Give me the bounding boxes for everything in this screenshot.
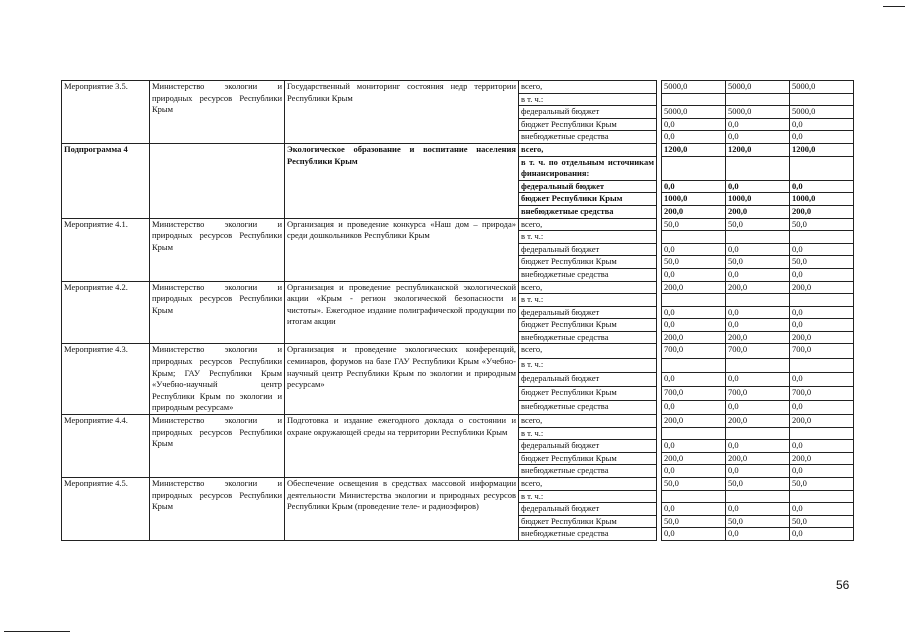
funding-value-3 — [790, 93, 854, 106]
funding-value-1: 200,0 — [662, 452, 726, 465]
funding-value-2: 0,0 — [726, 400, 790, 414]
funding-value-3: 1200,0 — [790, 143, 854, 156]
funding-source: бюджет Республики Крым — [519, 452, 657, 465]
page-number: 56 — [836, 578, 850, 592]
funding-value-1: 0,0 — [662, 131, 726, 144]
funding-source: в т. ч.: — [519, 294, 657, 307]
funding-value-3: 0,0 — [790, 306, 854, 319]
funding-value-3: 5000,0 — [790, 106, 854, 119]
funding-source: в т. ч.: — [519, 93, 657, 106]
activity-row — [62, 81, 854, 94]
funding-value-1: 0,0 — [662, 465, 726, 478]
funding-source: внебюджетные средства — [519, 331, 657, 344]
activity-row — [62, 344, 854, 358]
funding-value-2: 0,0 — [726, 118, 790, 131]
funding-value-3: 5000,0 — [790, 81, 854, 94]
funding-value-2 — [726, 93, 790, 106]
funding-value-3: 50,0 — [790, 256, 854, 269]
funding-value-2: 200,0 — [726, 281, 790, 294]
funding-source: федеральный бюджет — [519, 243, 657, 256]
funding-value-2: 0,0 — [726, 372, 790, 386]
funding-value-2: 50,0 — [726, 218, 790, 231]
funding-value-2: 0,0 — [726, 465, 790, 478]
funding-source: в т. ч.: — [519, 490, 657, 503]
funding-value-3: 50,0 — [790, 478, 854, 491]
activity-name: Организация и проведение конкурса «Наш дом – природа» среди дошкольников Республики Крым — [285, 218, 519, 281]
funding-source: федеральный бюджет — [519, 180, 657, 193]
funding-value-1: 200,0 — [662, 331, 726, 344]
funding-value-1: 0,0 — [662, 528, 726, 541]
funding-value-1: 200,0 — [662, 415, 726, 428]
funding-source: всего, — [519, 81, 657, 94]
funding-value-2: 1000,0 — [726, 193, 790, 206]
responsible-organization: Министерство экологии и природных ресурсов Республики Крым — [150, 281, 285, 344]
funding-value-2: 5000,0 — [726, 106, 790, 119]
funding-value-2: 0,0 — [726, 180, 790, 193]
funding-value-1: 0,0 — [662, 440, 726, 453]
funding-value-2 — [726, 427, 790, 440]
funding-value-1: 0,0 — [662, 118, 726, 131]
funding-source: внебюджетные средства — [519, 205, 657, 218]
funding-source: федеральный бюджет — [519, 306, 657, 319]
funding-value-1 — [662, 490, 726, 503]
funding-source: внебюджетные средства — [519, 268, 657, 281]
funding-value-3: 200,0 — [790, 205, 854, 218]
funding-value-2: 0,0 — [726, 243, 790, 256]
funding-value-2: 50,0 — [726, 256, 790, 269]
funding-value-2: 0,0 — [726, 131, 790, 144]
funding-source: внебюджетные средства — [519, 131, 657, 144]
activity-id: Мероприятие 3.5. — [62, 81, 150, 144]
funding-value-3: 0,0 — [790, 131, 854, 144]
funding-value-1: 200,0 — [662, 281, 726, 294]
funding-source: всего, — [519, 478, 657, 491]
funding-value-2: 200,0 — [726, 415, 790, 428]
funding-source: бюджет Республики Крым — [519, 118, 657, 131]
funding-source: бюджет Республики Крым — [519, 386, 657, 400]
corner-mark — [883, 6, 905, 7]
funding-value-1: 0,0 — [662, 503, 726, 516]
funding-value-2 — [726, 156, 790, 180]
funding-value-2: 0,0 — [726, 319, 790, 332]
funding-value-3: 700,0 — [790, 386, 854, 400]
funding-source: всего, — [519, 143, 657, 156]
funding-value-1 — [662, 427, 726, 440]
funding-value-2 — [726, 490, 790, 503]
funding-value-1 — [662, 294, 726, 307]
activity-row — [62, 281, 854, 294]
funding-value-2: 700,0 — [726, 386, 790, 400]
funding-source: бюджет Республики Крым — [519, 319, 657, 332]
funding-value-1: 700,0 — [662, 386, 726, 400]
funding-value-2: 0,0 — [726, 503, 790, 516]
funding-value-3 — [790, 490, 854, 503]
funding-value-2 — [726, 231, 790, 244]
funding-value-1: 0,0 — [662, 180, 726, 193]
funding-value-1: 200,0 — [662, 205, 726, 218]
funding-value-1 — [662, 156, 726, 180]
activity-id: Мероприятие 4.5. — [62, 478, 150, 541]
funding-value-3: 700,0 — [790, 344, 854, 358]
activity-row — [62, 415, 854, 428]
funding-value-1: 1200,0 — [662, 143, 726, 156]
activity-id: Мероприятие 4.4. — [62, 415, 150, 478]
funding-value-1: 50,0 — [662, 218, 726, 231]
funding-source: всего, — [519, 344, 657, 358]
funding-value-1 — [662, 358, 726, 372]
funding-value-1: 50,0 — [662, 515, 726, 528]
footnote-rule — [4, 631, 70, 632]
activity-row — [62, 478, 854, 491]
funding-value-3: 50,0 — [790, 515, 854, 528]
funding-value-3: 0,0 — [790, 400, 854, 414]
funding-source: в т. ч.: — [519, 427, 657, 440]
funding-value-1: 700,0 — [662, 344, 726, 358]
funding-value-2: 0,0 — [726, 440, 790, 453]
activity-row — [62, 143, 854, 156]
funding-value-2: 50,0 — [726, 478, 790, 491]
responsible-organization: Министерство экологии и природных ресурсов Республики Крым — [150, 415, 285, 478]
program-activities-table — [61, 80, 854, 541]
funding-value-3: 0,0 — [790, 465, 854, 478]
funding-source: в т. ч.: — [519, 231, 657, 244]
activity-id: Мероприятие 4.3. — [62, 344, 150, 415]
activity-id: Мероприятие 4.1. — [62, 218, 150, 281]
funding-source: в т. ч.: — [519, 358, 657, 372]
funding-value-2: 200,0 — [726, 452, 790, 465]
funding-source: в т. ч. по отдельным источникам финансирования: — [519, 156, 657, 180]
funding-value-1: 50,0 — [662, 478, 726, 491]
funding-value-3: 0,0 — [790, 503, 854, 516]
table-body — [62, 81, 854, 541]
funding-source: федеральный бюджет — [519, 503, 657, 516]
funding-value-2 — [726, 358, 790, 372]
funding-value-3: 200,0 — [790, 415, 854, 428]
funding-source: федеральный бюджет — [519, 372, 657, 386]
funding-value-1: 5000,0 — [662, 81, 726, 94]
funding-value-2: 700,0 — [726, 344, 790, 358]
funding-value-2: 200,0 — [726, 205, 790, 218]
funding-source: бюджет Республики Крым — [519, 256, 657, 269]
funding-value-1: 0,0 — [662, 400, 726, 414]
activity-name: Организация и проведение экологических конференций, семинаров, форумов на базе ГАУ Республики Крым «Учебно-научный центр Республики Крым по экологии и природным ресурсам» — [285, 344, 519, 415]
funding-value-3: 0,0 — [790, 268, 854, 281]
funding-value-3: 200,0 — [790, 281, 854, 294]
funding-value-1: 0,0 — [662, 319, 726, 332]
funding-value-3: 0,0 — [790, 440, 854, 453]
funding-value-2: 50,0 — [726, 515, 790, 528]
activity-name: Экологическое образование и воспитание населения Республики Крым — [285, 143, 519, 218]
activity-id: Подпрограмма 4 — [62, 143, 150, 218]
funding-value-3: 200,0 — [790, 452, 854, 465]
funding-source: федеральный бюджет — [519, 106, 657, 119]
funding-value-2: 0,0 — [726, 268, 790, 281]
funding-value-3: 50,0 — [790, 218, 854, 231]
funding-value-3: 0,0 — [790, 243, 854, 256]
activity-id: Мероприятие 4.2. — [62, 281, 150, 344]
funding-value-3 — [790, 156, 854, 180]
responsible-organization: Министерство экологии и природных ресурсов Республики Крым — [150, 478, 285, 541]
funding-source: внебюджетные средства — [519, 528, 657, 541]
activity-name: Государственный мониторинг состояния недр территории Республики Крым — [285, 81, 519, 144]
funding-value-3: 0,0 — [790, 372, 854, 386]
responsible-organization: Министерство экологии и природных ресурсов Республики Крым; ГАУ Республики Крым «Учебно-научный центр Республики Крым по экологии и природным ресурсам» — [150, 344, 285, 415]
funding-value-3 — [790, 231, 854, 244]
responsible-organization: Министерство экологии и природных ресурсов Республики Крым — [150, 81, 285, 144]
funding-source: всего, — [519, 218, 657, 231]
responsible-organization: Министерство экологии и природных ресурсов Республики Крым — [150, 218, 285, 281]
funding-value-2: 0,0 — [726, 528, 790, 541]
funding-value-3 — [790, 427, 854, 440]
funding-source: бюджет Республики Крым — [519, 515, 657, 528]
funding-value-1: 5000,0 — [662, 106, 726, 119]
funding-source: внебюджетные средства — [519, 400, 657, 414]
funding-value-3 — [790, 294, 854, 307]
funding-value-3: 0,0 — [790, 528, 854, 541]
funding-value-2 — [726, 294, 790, 307]
funding-value-3: 0,0 — [790, 180, 854, 193]
funding-value-2: 5000,0 — [726, 81, 790, 94]
funding-value-1: 1000,0 — [662, 193, 726, 206]
funding-value-1: 0,0 — [662, 268, 726, 281]
funding-value-2: 1200,0 — [726, 143, 790, 156]
funding-value-3 — [790, 358, 854, 372]
funding-value-1: 0,0 — [662, 306, 726, 319]
funding-value-1 — [662, 93, 726, 106]
funding-value-1: 50,0 — [662, 256, 726, 269]
funding-value-1: 0,0 — [662, 243, 726, 256]
funding-source: федеральный бюджет — [519, 440, 657, 453]
funding-value-3: 0,0 — [790, 319, 854, 332]
funding-source: всего, — [519, 415, 657, 428]
activity-name: Подготовка и издание ежегодного доклада о состоянии и охране окружающей среды на территории Республики Крым — [285, 415, 519, 478]
funding-value-3: 200,0 — [790, 331, 854, 344]
activity-row — [62, 218, 854, 231]
funding-value-1 — [662, 231, 726, 244]
responsible-organization — [150, 143, 285, 218]
funding-value-3: 1000,0 — [790, 193, 854, 206]
funding-value-3: 0,0 — [790, 118, 854, 131]
funding-source: внебюджетные средства — [519, 465, 657, 478]
funding-value-1: 0,0 — [662, 372, 726, 386]
activity-name: Обеспечение освещения в средствах массовой информации деятельности Министерства экологии и природных ресурсов Республики Крым (проведение теле- и радиоэфиров) — [285, 478, 519, 541]
funding-source: бюджет Республики Крым — [519, 193, 657, 206]
funding-value-2: 0,0 — [726, 306, 790, 319]
activity-name: Организация и проведение республиканской экологической акции «Крым - регион экологической безопасности и чистоты». Ежегодное издание полиграфической продукции по итогам акции — [285, 281, 519, 344]
funding-source: всего, — [519, 281, 657, 294]
funding-value-2: 200,0 — [726, 331, 790, 344]
